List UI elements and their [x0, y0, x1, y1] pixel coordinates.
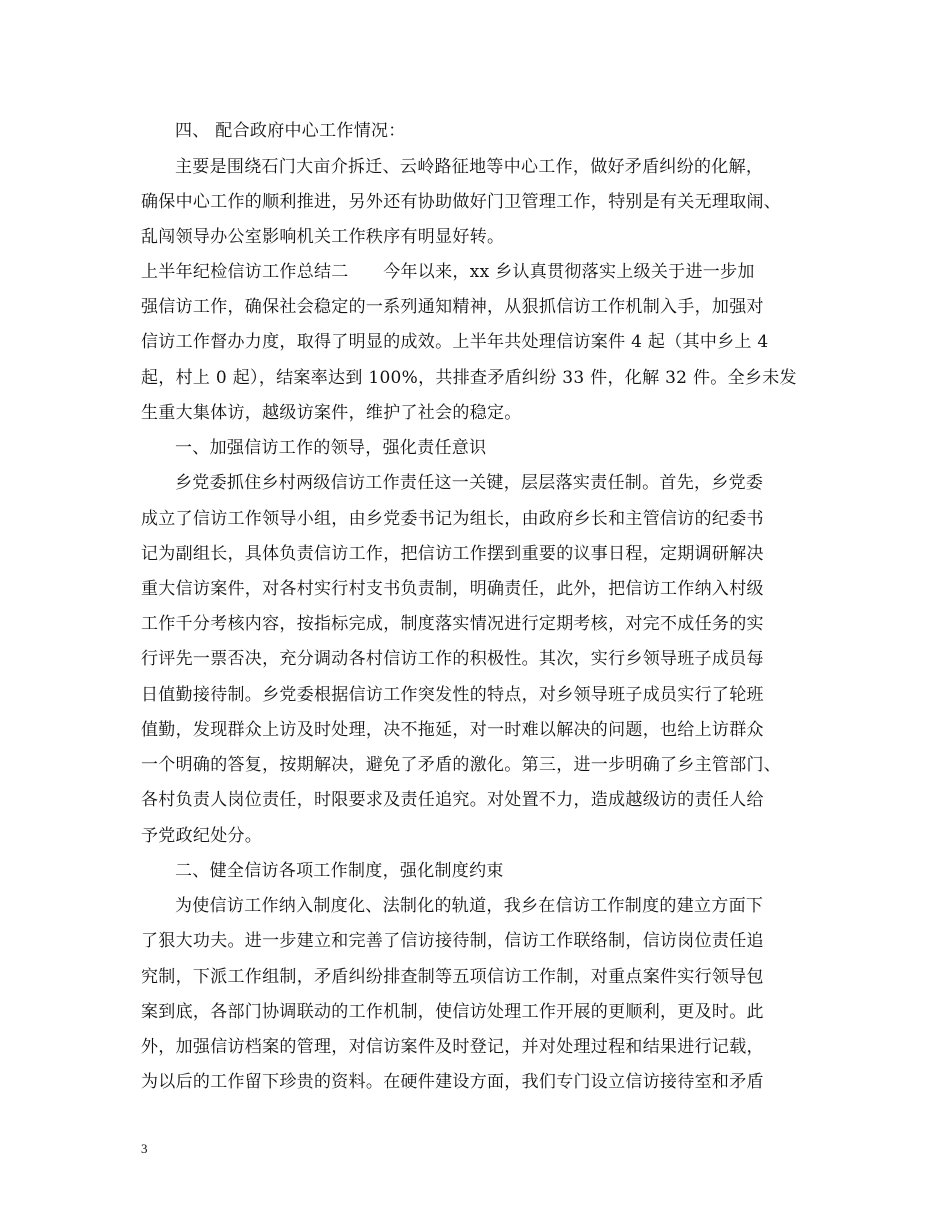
paragraph-line: 了狠大功夫。进一步建立和完善了信访接待制，信访工作联络制，信访岗位责任追: [141, 931, 764, 951]
paragraph-line: 强信访工作，确保社会稳定的一系列通知精神，从狠抓信访工作机制入手，加强对: [141, 297, 764, 317]
paragraph-line: 乱闯领导办公室影响机关工作秩序有明显好转。: [141, 227, 505, 247]
paragraph-line: 予党政纪处分。: [141, 826, 263, 846]
paragraph-line: 为使信访工作纳入制度化、法制化的轨道，我乡在信访工作制度的建立方面下: [175, 896, 764, 916]
paragraph-line: 重大信访案件，对各村实行村支书负责制，明确责任，此外，把信访工作纳入村级: [141, 579, 764, 599]
paragraph-line: 记为副组长，具体负责信访工作，把信访工作摆到重要的议事日程，定期调研解决: [141, 544, 764, 564]
paragraph-line: 值勤，发现群众上访及时处理，决不拖延，对一时难以解决的问题，也给上访群众: [141, 720, 764, 740]
section-heading-4: 四、 配合政府中心工作情况：: [175, 121, 406, 141]
paragraph-line: 起，村上 0 起），结案率达到 100%，共排查矛盾纠纷 33 件，化解 32 件。全乡未发: [141, 368, 797, 388]
paragraph-line: 乡党委抓住乡村两级信访工作责任这一关键，层层落实责任制。首先，乡党委: [175, 473, 764, 493]
paragraph-line: 生重大集体访，越级访案件，维护了社会的稳定。: [141, 403, 522, 423]
paragraph-line: 上半年纪检信访工作总结二 今年以来，xx 乡认真贯彻落实上级关于进一步加: [141, 262, 755, 282]
paragraph-line: 信访工作督办力度，取得了明显的成效。上半年共处理信访案件 4 起（其中乡上 4: [141, 332, 769, 352]
paragraph-line: 外，加强信访档案的管理，对信访案件及时登记，并对处理过程和结果进行记载，: [141, 1037, 764, 1057]
paragraph-line: 案到底，各部门协调联动的工作机制，使信访处理工作开展的更顺利，更及时。此: [141, 1002, 764, 1022]
section-heading-2: 二、健全信访各项工作制度，强化制度约束: [175, 861, 504, 881]
paragraph-line: 工作千分考核内容，按指标完成，制度落实情况进行定期考核，对完不成任务的实: [141, 614, 764, 634]
paragraph-line: 为以后的工作留下珍贵的资料。在硬件建设方面，我们专门设立信访接待室和矛盾: [141, 1072, 764, 1092]
paragraph-line: 各村负责人岗位责任，时限要求及责任追究。对处置不力，造成越级访的责任人给: [141, 790, 764, 810]
paragraph-line: 确保中心工作的顺利推进，另外还有协助做好门卫管理工作，特别是有关无理取闹、: [141, 192, 782, 212]
paragraph-line: 主要是围绕石门大亩介拆迁、云岭路征地等中心工作，做好矛盾纠纷的化解，: [175, 157, 764, 177]
paragraph-line: 一个明确的答复，按期解决，避免了矛盾的激化。第三，进一步明确了乡主管部门、: [141, 755, 782, 775]
paragraph-line: 成立了信访工作领导小组，由乡党委书记为组长，由政府乡长和主管信访的纪委书: [141, 509, 764, 529]
section-heading-1: 一、加强信访工作的领导，强化责任意识: [175, 438, 487, 458]
paragraph-line: 究制，下派工作组制，矛盾纠纷排查制等五项信访工作制，对重点案件实行领导包: [141, 967, 764, 987]
paragraph-line: 日值勤接待制。乡党委根据信访工作突发性的特点，对乡领导班子成员实行了轮班: [141, 685, 764, 705]
page-number: 3: [141, 1141, 148, 1156]
paragraph-line: 行评先一票否决，充分调动各村信访工作的积极性。其次，实行乡领导班子成员每: [141, 649, 764, 669]
